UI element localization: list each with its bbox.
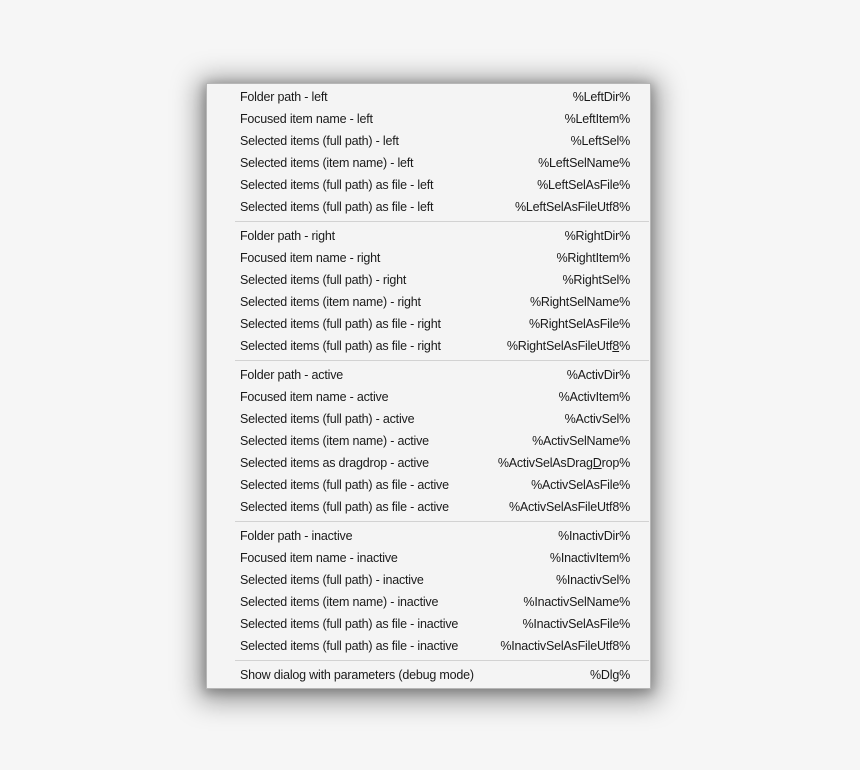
menu-item-label: Show dialog with parameters (debug mode)	[240, 668, 474, 682]
menu-item-value: %RightSelAsFile%	[528, 317, 630, 331]
menu-item-value: %ActivSel%	[564, 412, 630, 426]
menu-item-label: Folder path - inactive	[240, 529, 353, 543]
menu-item-active-panel-1[interactable]	[207, 386, 650, 408]
accelerator-char: 8	[612, 339, 620, 353]
menu-item-inactive-panel-1[interactable]	[207, 547, 650, 569]
menu-item-value: %LeftDir%	[572, 90, 630, 104]
menu-item-value: %ActivSelAsFile%	[531, 478, 630, 492]
menu-item-label: Selected items (item name) - active	[240, 434, 429, 448]
menu-item-value: %LeftSel%	[570, 134, 630, 148]
menu-item-value: %ActivSelAsDragDrop%	[497, 456, 630, 470]
menu-item-label: Selected items (item name) - left	[240, 156, 414, 170]
menu-item-value: %ActivItem%	[558, 390, 630, 404]
menu-separator	[235, 521, 649, 522]
menu-item-right-panel-2[interactable]	[207, 269, 650, 291]
menu-item-value: %LeftSelAsFileUtf8%	[515, 200, 630, 214]
menu-item-active-panel-2[interactable]	[207, 408, 650, 430]
menu-item-active-panel-6[interactable]	[207, 496, 650, 518]
menu-item-inactive-panel-4[interactable]	[207, 613, 650, 635]
menu-item-label: Selected items (full path) as file - right	[240, 339, 441, 353]
menu-item-left-panel-5[interactable]	[207, 196, 650, 218]
context-menu	[206, 83, 651, 689]
menu-item-active-panel-0[interactable]	[207, 364, 650, 386]
menu-item-value: %InactivSel%	[555, 573, 630, 587]
menu-item-right-panel-0[interactable]	[207, 225, 650, 247]
menu-item-value: %RightItem%	[556, 251, 630, 265]
menu-item-value: %RightDir%	[564, 229, 630, 243]
menu-item-label: Selected items (full path) as file - active	[240, 500, 449, 514]
menu-item-active-panel-4[interactable]	[207, 452, 650, 474]
menu-separator	[235, 221, 649, 222]
menu-item-left-panel-4[interactable]	[207, 174, 650, 196]
menu-item-label: Selected items (full path) as file - inactive	[240, 639, 459, 653]
menu-item-value: %RightSelAsFileUtf8%	[506, 339, 630, 353]
menu-item-label: Folder path - active	[240, 368, 343, 382]
menu-item-label: Selected items (full path) - active	[240, 412, 415, 426]
menu-item-label: Focused item name - left	[240, 112, 373, 126]
menu-item-label: Folder path - left	[240, 90, 328, 104]
menu-item-label: Focused item name - right	[240, 251, 381, 265]
menu-item-left-panel-0[interactable]	[207, 86, 650, 108]
accelerator-char: D	[592, 456, 602, 470]
menu-item-active-panel-5[interactable]	[207, 474, 650, 496]
menu-item-inactive-panel-2[interactable]	[207, 569, 650, 591]
menu-separator	[235, 660, 649, 661]
menu-item-inactive-panel-3[interactable]	[207, 591, 650, 613]
menu-item-inactive-panel-0[interactable]	[207, 525, 650, 547]
menu-item-label: Focused item name - inactive	[240, 551, 398, 565]
menu-item-label: Selected items (full path) as file - active	[240, 478, 449, 492]
menu-item-label: Selected items (full path) - left	[240, 134, 399, 148]
menu-item-value: %LeftSelAsFile%	[537, 178, 630, 192]
menu-item-label: Selected items (full path) as file - left	[240, 200, 434, 214]
menu-item-inactive-panel-5[interactable]	[207, 635, 650, 657]
menu-item-value: %InactivSelName%	[523, 595, 630, 609]
menu-item-value: %LeftSelName%	[538, 156, 630, 170]
menu-separator	[235, 360, 649, 361]
menu-item-right-panel-3[interactable]	[207, 291, 650, 313]
menu-item-label: Selected items (full path) - right	[240, 273, 407, 287]
menu-item-right-panel-1[interactable]	[207, 247, 650, 269]
menu-item-value: %ActivSelName%	[532, 434, 630, 448]
menu-item-right-panel-5[interactable]	[207, 335, 650, 357]
menu-item-value: %LeftItem%	[564, 112, 630, 126]
menu-item-value: %ActivDir%	[566, 368, 630, 382]
menu-item-active-panel-3[interactable]	[207, 430, 650, 452]
menu-item-label: Selected items (item name) - right	[240, 295, 421, 309]
menu-item-right-panel-4[interactable]	[207, 313, 650, 335]
menu-item-value: %InactivItem%	[549, 551, 630, 565]
menu-item-label: Selected items (full path) as file - right	[240, 317, 441, 331]
menu-item-label: Focused item name - active	[240, 390, 389, 404]
menu-item-left-panel-1[interactable]	[207, 108, 650, 130]
menu-item-value: %ActivSelAsFileUtf8%	[508, 500, 630, 514]
menu-item-value: %RightSel%	[562, 273, 630, 287]
menu-item-label: Folder path - right	[240, 229, 335, 243]
menu-item-left-panel-3[interactable]	[207, 152, 650, 174]
menu-item-label: Selected items (full path) - inactive	[240, 573, 424, 587]
menu-item-value: %Dlg%	[590, 668, 630, 682]
menu-item-value: %RightSelName%	[529, 295, 630, 309]
menu-item-debug-0[interactable]	[207, 664, 650, 686]
menu-item-value: %InactivSelAsFile%	[522, 617, 630, 631]
menu-item-left-panel-2[interactable]	[207, 130, 650, 152]
menu-item-label: Selected items (full path) as file - left	[240, 178, 434, 192]
menu-item-value: %InactivDir%	[558, 529, 630, 543]
menu-item-label: Selected items (full path) as file - inactive	[240, 617, 459, 631]
menu-item-label: Selected items (item name) - inactive	[240, 595, 439, 609]
menu-item-label: Selected items as dragdrop - active	[240, 456, 429, 470]
menu-item-value: %InactivSelAsFileUtf8%	[500, 639, 630, 653]
